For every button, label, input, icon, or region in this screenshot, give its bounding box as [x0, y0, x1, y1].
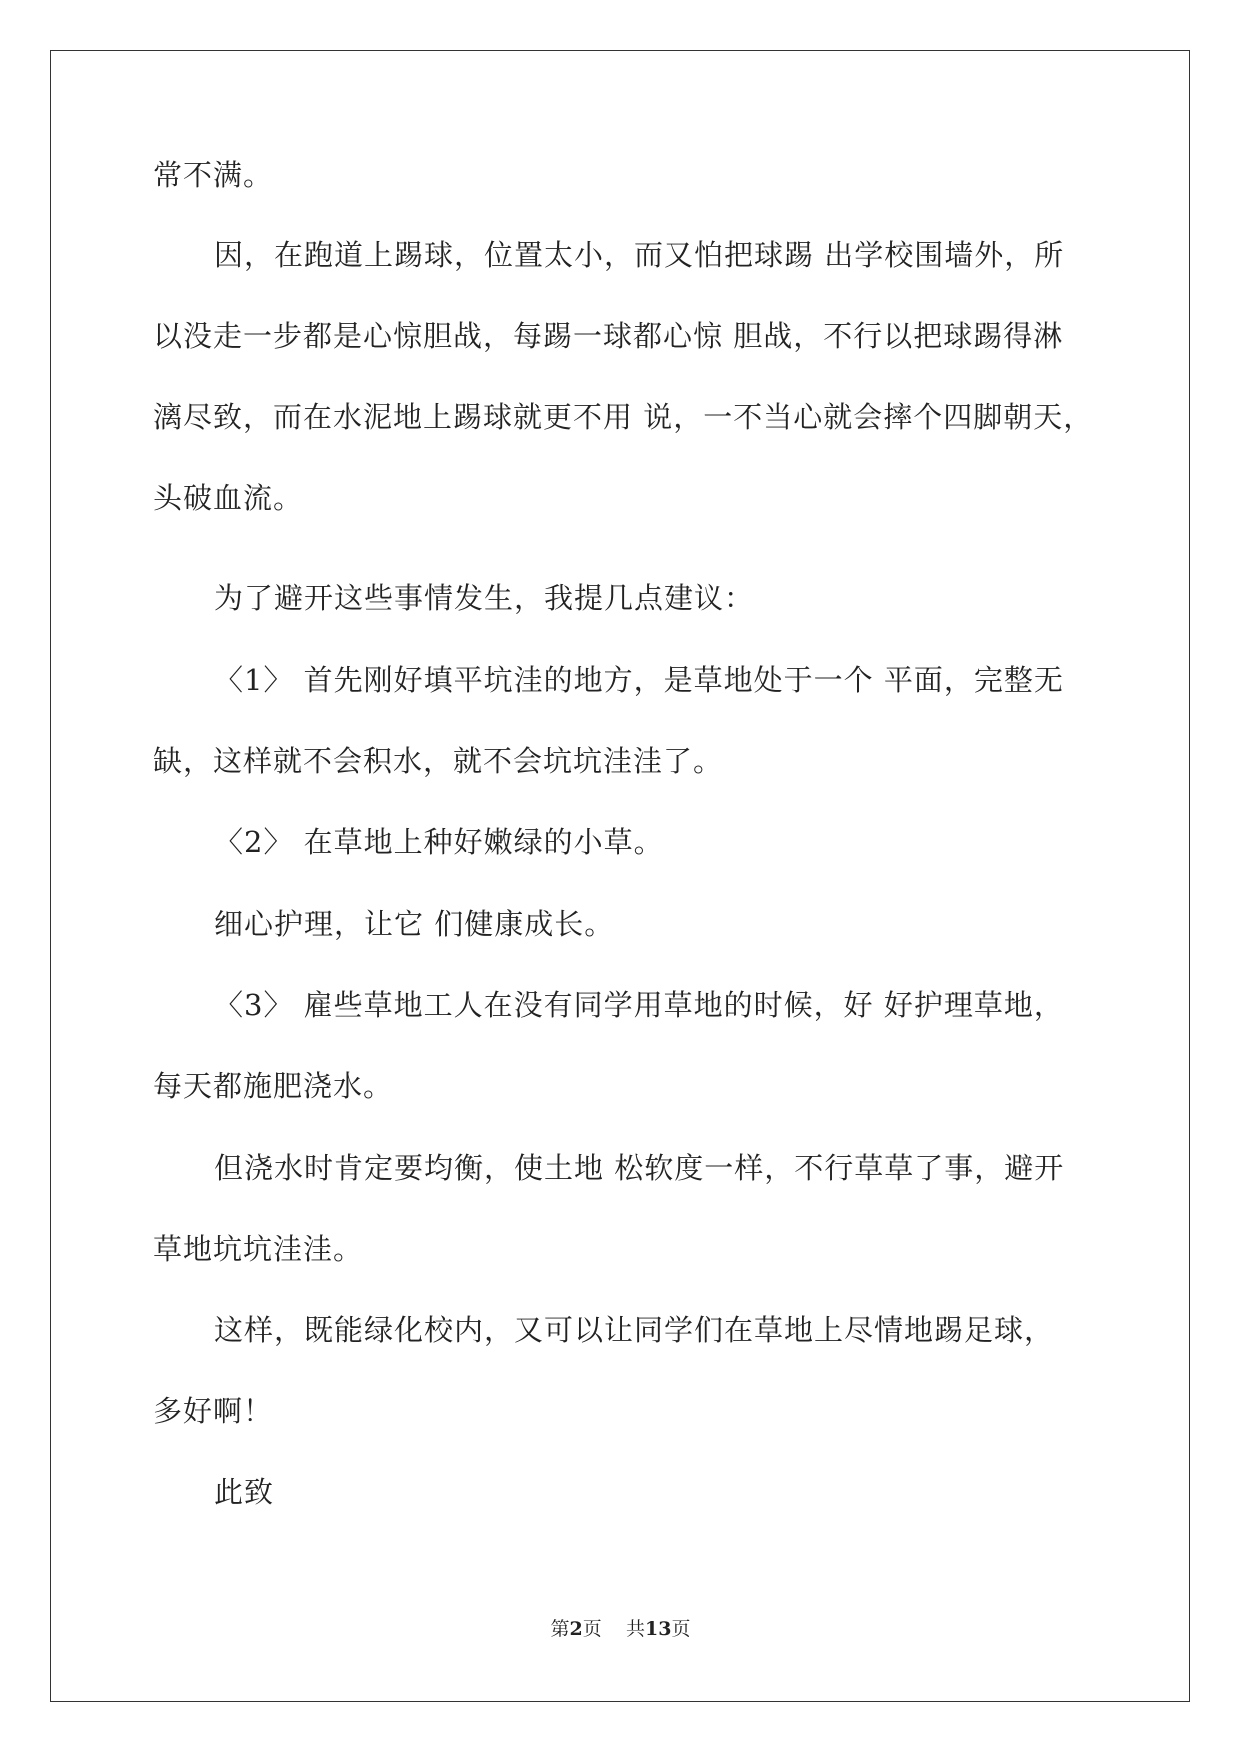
footer-prefix: 第	[550, 1618, 570, 1640]
text-line: 缺，这样就不会积水，就不会坑坑洼洼了。	[153, 744, 724, 778]
text-line: 为了避开这些事情发生，我提几点建议：	[214, 581, 755, 615]
text-line: 〈2〉 在草地上种好嫩绿的小草。	[214, 825, 664, 859]
text-line: 但浇水时肯定要均衡，使土地 松软度一样，不行草草了事，避开	[214, 1151, 1065, 1185]
text-line: 每天都施肥浇水。	[153, 1069, 394, 1103]
text-line: 以没走一步都是心惊胆战，每踢一球都心惊 胆战，不行以把球踢得淋	[153, 319, 1064, 353]
text-line: 头破血流。	[153, 481, 304, 515]
page-footer	[0, 1614, 1241, 1641]
text-line: 多好啊！	[153, 1394, 274, 1428]
footer-page-unit: 页	[582, 1618, 602, 1640]
text-line: 漓尽致，而在水泥地上踢球就更不用 说，一不当心就会摔个四脚朝天，	[153, 400, 1094, 434]
text-line: 〈3〉 雇些草地工人在没有同学用草地的时候，好 好护理草地，	[214, 988, 1064, 1022]
text-line: 草地坑坑洼洼。	[153, 1232, 364, 1266]
text-line: 因，在跑道上踢球，位置太小，而又怕把球踢 出学校围墙外，所	[214, 238, 1065, 272]
text-line: 细心护理，让它 们健康成长。	[214, 907, 615, 941]
text-line: 这样，既能绿化校内，又可以让同学们在草地上尽情地踢足球，	[214, 1313, 1055, 1347]
text-line: 〈1〉 首先刚好填平坑洼的地方，是草地处于一个 平面，完整无	[214, 663, 1064, 697]
page-frame	[50, 50, 1190, 1702]
text-line: 常不满。	[153, 158, 274, 192]
footer-total-pages: 13	[644, 1618, 672, 1640]
footer-total-unit: 页	[671, 1618, 691, 1640]
text-line: 此致	[214, 1475, 275, 1509]
footer-page-number: 2	[569, 1618, 583, 1640]
footer-total-prefix: 共	[625, 1618, 645, 1640]
